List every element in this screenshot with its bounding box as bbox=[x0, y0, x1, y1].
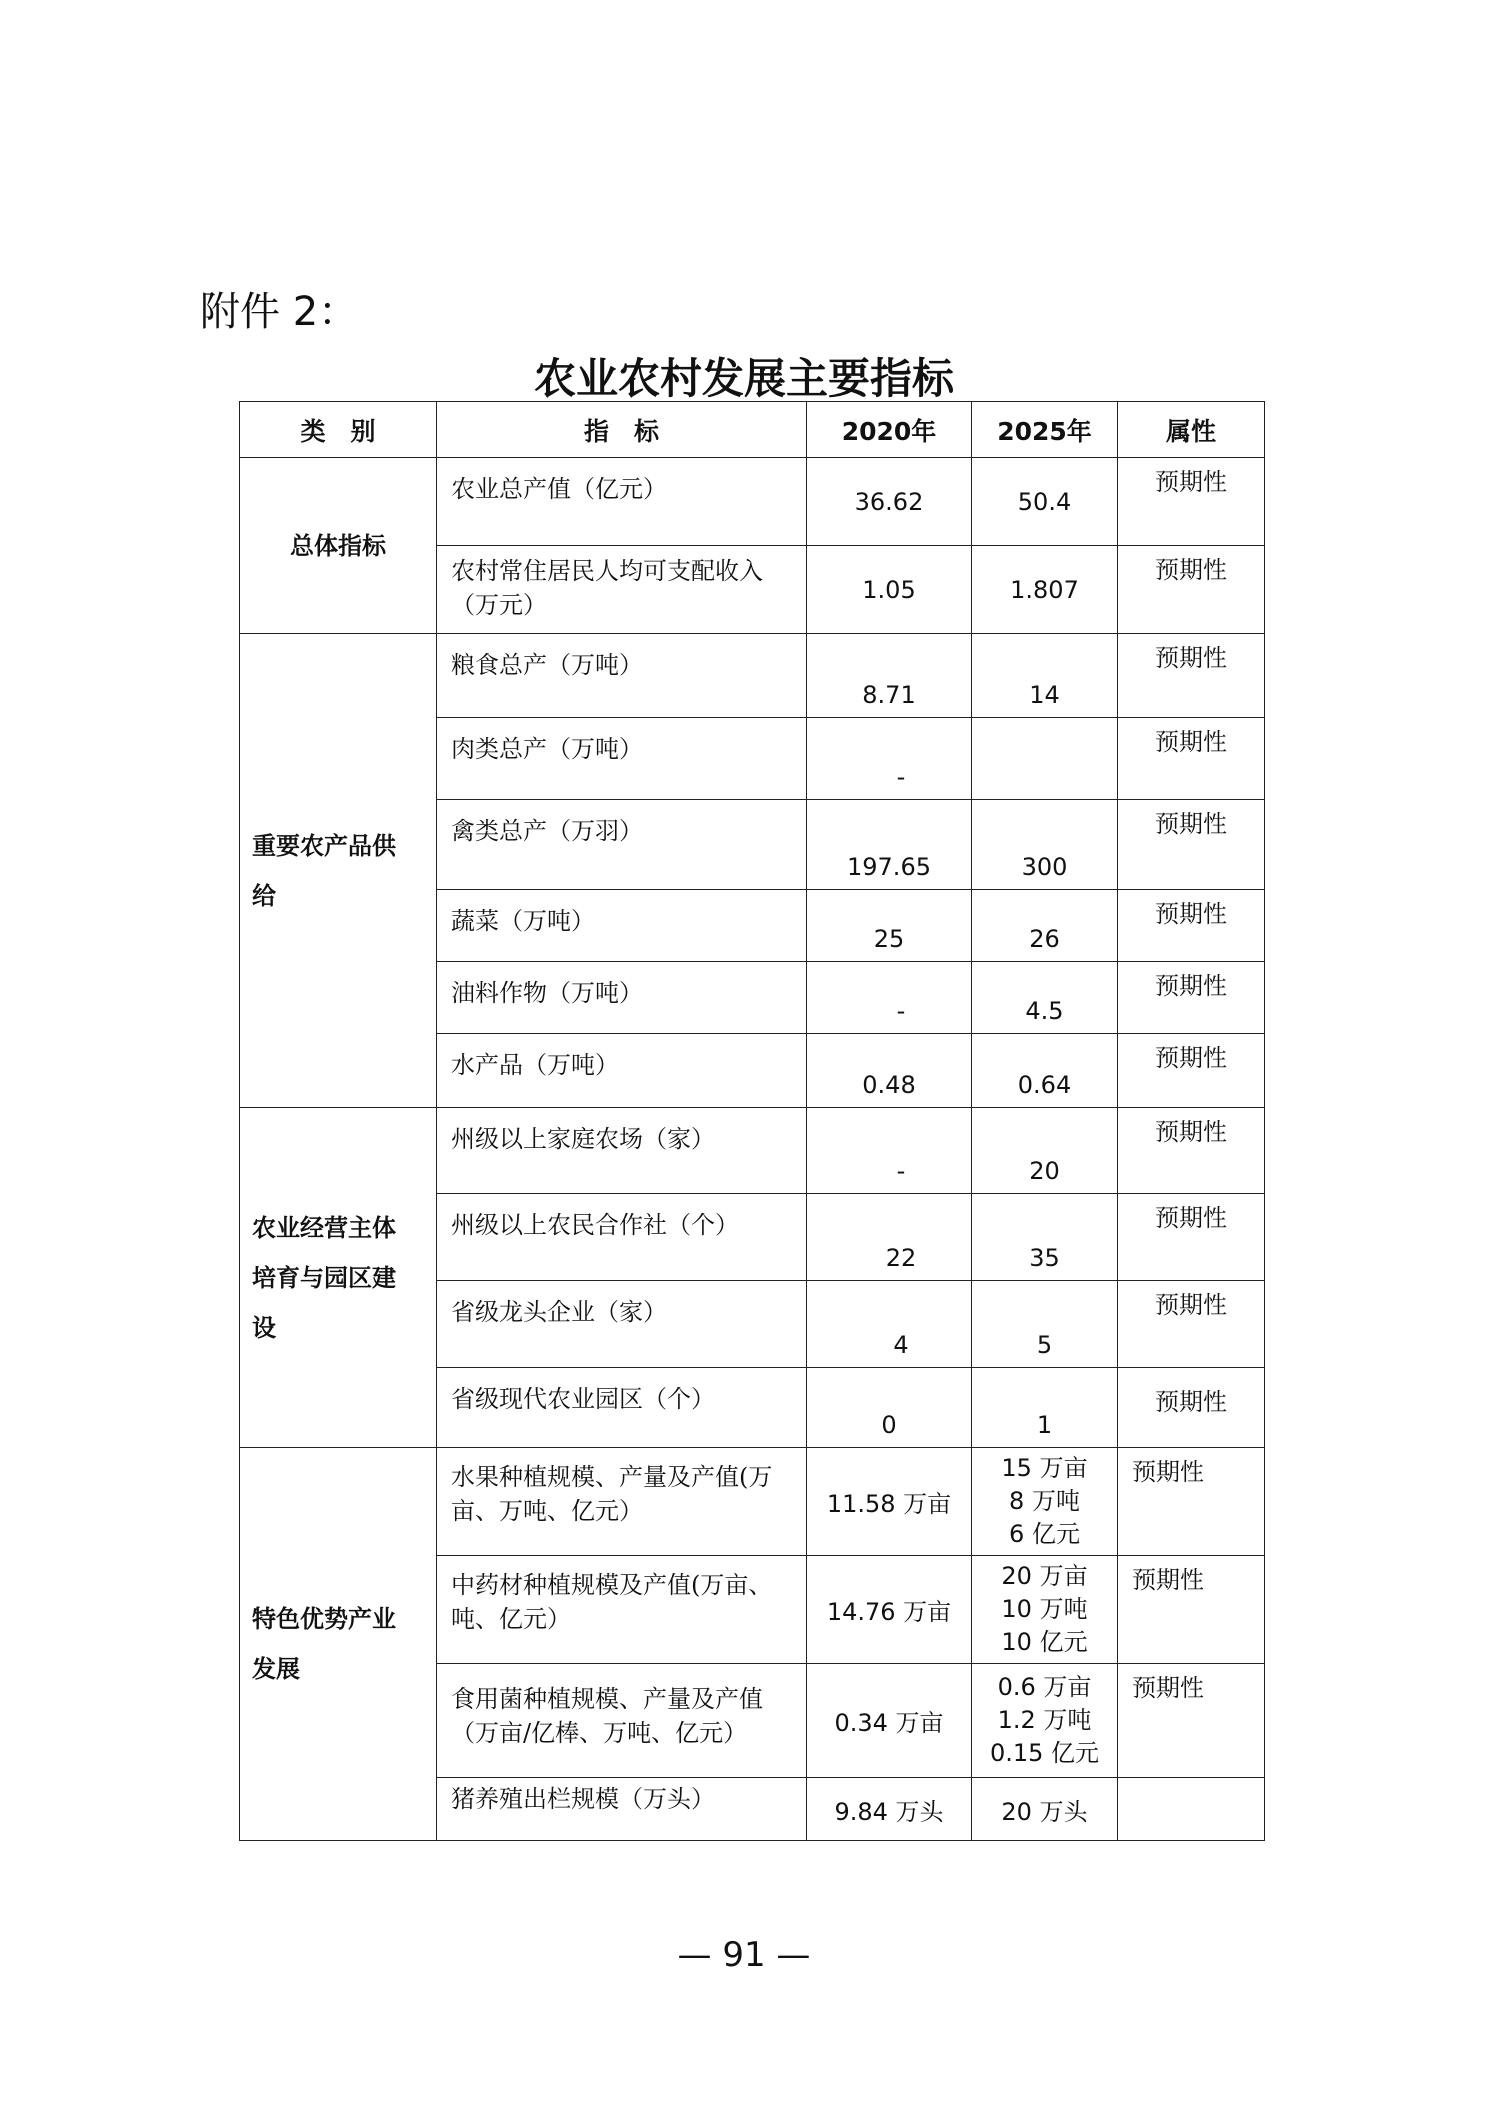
category-operators bbox=[240, 1108, 437, 1448]
indicator-cell: 水产品（万吨） bbox=[437, 1034, 807, 1108]
category-label-line: 发展 bbox=[252, 1655, 300, 1683]
value-2025: 0.64 bbox=[972, 1034, 1118, 1108]
header-2025: 2025年 bbox=[972, 402, 1118, 458]
value-line: 10 亿元 bbox=[1001, 1628, 1088, 1656]
attribute-cell bbox=[1118, 1778, 1265, 1841]
value-2025 bbox=[972, 1664, 1118, 1778]
header-2020: 2020年 bbox=[807, 402, 972, 458]
document-title: 农业农村发展主要指标 bbox=[533, 354, 954, 403]
indicator-cell: 省级现代农业园区（个） bbox=[437, 1368, 807, 1448]
indicator-cell: 州级以上家庭农场（家） bbox=[437, 1108, 807, 1194]
value-line: 0.15 亿元 bbox=[989, 1739, 1100, 1767]
attribute-cell: 预期性 bbox=[1118, 1108, 1265, 1194]
value-2025: 1.807 bbox=[972, 546, 1118, 634]
value-2020: 22 bbox=[807, 1194, 972, 1281]
category-label: 总体指标 bbox=[290, 531, 386, 560]
header-indicator: 指 标 bbox=[437, 402, 807, 458]
indicator-cell: 农村常住居民人均可支配收入（万元） bbox=[437, 546, 807, 634]
category-supply bbox=[240, 634, 437, 1108]
value-2020: - bbox=[807, 1108, 972, 1194]
value-line: 0.6 万亩 bbox=[997, 1673, 1092, 1701]
table-row bbox=[240, 634, 1265, 718]
indicator-cell: 中药材种植规模及产值(万亩、吨、亿元） bbox=[437, 1556, 807, 1664]
value-2020: 0.48 bbox=[807, 1034, 972, 1108]
attribute-cell: 预期性 bbox=[1118, 1034, 1265, 1108]
value-line: 8 万吨 bbox=[1009, 1487, 1080, 1515]
indicator-cell: 农业总产值（亿元） bbox=[437, 458, 807, 546]
value-2020: 14.76 万亩 bbox=[807, 1556, 972, 1664]
indicator-cell: 水果种植规模、产量及产值(万亩、万吨、亿元） bbox=[437, 1448, 807, 1556]
category-label-line: 给 bbox=[252, 881, 276, 910]
indicator-cell: 油料作物（万吨） bbox=[437, 962, 807, 1034]
attribute-cell: 预期性 bbox=[1118, 1556, 1265, 1664]
value-2020: 25 bbox=[807, 890, 972, 962]
value-2020: 9.84 万头 bbox=[807, 1778, 972, 1841]
value-2020: 1.05 bbox=[807, 546, 972, 634]
attribute-cell: 预期性 bbox=[1118, 1194, 1265, 1281]
attachment-label: 附件 2： bbox=[200, 289, 359, 335]
value-2025 bbox=[972, 1448, 1118, 1556]
category-label-line: 农业经营主体 bbox=[252, 1213, 396, 1242]
indicator-cell: 禽类总产（万羽） bbox=[437, 800, 807, 890]
value-2020: 36.62 bbox=[807, 458, 972, 546]
category-label-line: 设 bbox=[252, 1313, 276, 1342]
category-label-line: 特色优势产业 bbox=[252, 1605, 396, 1633]
value-line: 15 万亩 bbox=[1001, 1454, 1088, 1482]
category-label-line: 重要农产品供 bbox=[252, 831, 396, 860]
attribute-cell: 预期性 bbox=[1118, 1448, 1265, 1556]
value-line: 1.2 万吨 bbox=[997, 1706, 1092, 1734]
value-line: 6 亿元 bbox=[1009, 1520, 1080, 1548]
attribute-cell: 预期性 bbox=[1118, 1368, 1265, 1448]
attribute-cell: 预期性 bbox=[1118, 1281, 1265, 1368]
value-2025: 20 万头 bbox=[972, 1778, 1118, 1841]
attribute-cell: 预期性 bbox=[1118, 634, 1265, 718]
value-2025: 50.4 bbox=[972, 458, 1118, 546]
value-2025: 4.5 bbox=[972, 962, 1118, 1034]
value-2020: 4 bbox=[807, 1281, 972, 1368]
page-number: — 91 — bbox=[677, 1935, 811, 1975]
indicator-cell: 肉类总产（万吨） bbox=[437, 718, 807, 800]
value-2025: 5 bbox=[972, 1281, 1118, 1368]
indicator-cell: 省级龙头企业（家） bbox=[437, 1281, 807, 1368]
value-2025: 26 bbox=[972, 890, 1118, 962]
indicator-cell: 粮食总产（万吨） bbox=[437, 634, 807, 718]
indicator-cell: 食用菌种植规模、产量及产值（万亩/亿棒、万吨、亿元） bbox=[437, 1664, 807, 1778]
value-2020: - bbox=[807, 962, 972, 1034]
value-2020: - bbox=[807, 718, 972, 800]
indicator-cell: 州级以上农民合作社（个） bbox=[437, 1194, 807, 1281]
value-2020: 0 bbox=[807, 1368, 972, 1448]
value-2020: 11.58 万亩 bbox=[807, 1448, 972, 1556]
attribute-cell: 预期性 bbox=[1118, 458, 1265, 546]
table-header-row bbox=[240, 402, 1265, 458]
value-2025: 1 bbox=[972, 1368, 1118, 1448]
value-line: 20 万亩 bbox=[1001, 1562, 1088, 1590]
attribute-cell: 预期性 bbox=[1118, 546, 1265, 634]
value-2025 bbox=[972, 1556, 1118, 1664]
table-row bbox=[240, 1108, 1265, 1194]
indicator-table bbox=[239, 401, 1265, 1841]
value-2025 bbox=[972, 718, 1118, 800]
category-featured bbox=[240, 1448, 437, 1841]
attribute-cell: 预期性 bbox=[1118, 1664, 1265, 1778]
header-attribute: 属性 bbox=[1118, 402, 1265, 458]
indicator-cell: 猪养殖出栏规模（万头） bbox=[437, 1778, 807, 1841]
category-overall bbox=[240, 458, 437, 634]
value-2025: 14 bbox=[972, 634, 1118, 718]
category-label-line: 培育与园区建 bbox=[252, 1263, 396, 1292]
table-row bbox=[240, 1448, 1265, 1556]
value-line: 10 万吨 bbox=[1001, 1595, 1088, 1623]
attribute-cell: 预期性 bbox=[1118, 962, 1265, 1034]
value-2025: 35 bbox=[972, 1194, 1118, 1281]
value-2020: 197.65 bbox=[807, 800, 972, 890]
header-category: 类 别 bbox=[240, 402, 437, 458]
attribute-cell: 预期性 bbox=[1118, 718, 1265, 800]
attribute-cell: 预期性 bbox=[1118, 800, 1265, 890]
attribute-cell: 预期性 bbox=[1118, 890, 1265, 962]
value-2020: 0.34 万亩 bbox=[807, 1664, 972, 1778]
table-row bbox=[240, 458, 1265, 546]
value-2020: 8.71 bbox=[807, 634, 972, 718]
indicator-cell: 蔬菜（万吨） bbox=[437, 890, 807, 962]
value-2025: 300 bbox=[972, 800, 1118, 890]
value-2025: 20 bbox=[972, 1108, 1118, 1194]
